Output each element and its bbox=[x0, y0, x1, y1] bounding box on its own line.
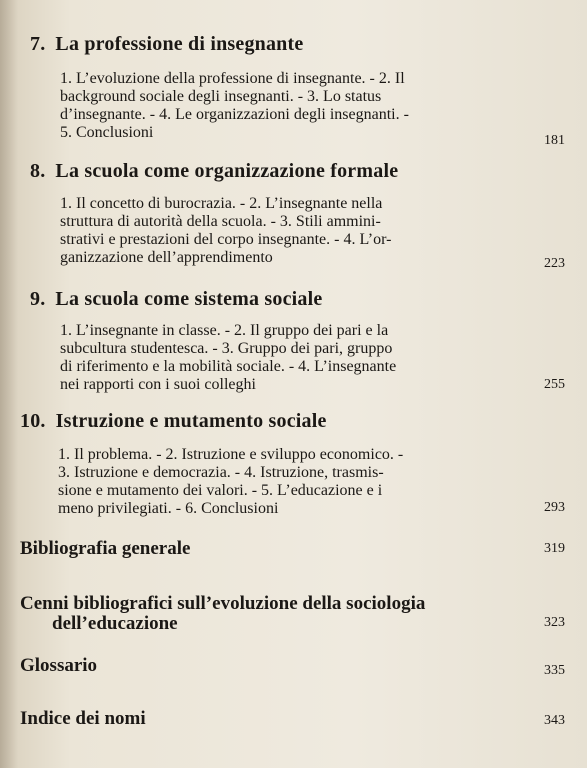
contents-line: 1. Il concetto di burocrazia. - 2. L’insegnante nella bbox=[60, 195, 383, 212]
chapter-heading: Istruzione e mutamento sociale bbox=[55, 410, 327, 432]
section-title-continued: dell’educazione bbox=[52, 613, 178, 634]
contents-line: sione e mutamento dei valori. - 5. L’educazione e i bbox=[58, 482, 383, 499]
contents-line: strativi e prestazioni del corpo insegnante. - 4. L’or- bbox=[60, 231, 392, 248]
section-title: Glossario bbox=[20, 655, 98, 676]
page-number: 293 bbox=[544, 500, 565, 515]
contents-line: ganizzazione dell’apprendimento bbox=[60, 249, 273, 266]
contents-line: subcultura studentesca. - 3. Gruppo dei pari, gruppo bbox=[60, 340, 393, 357]
chapter-heading: La scuola come sistema sociale bbox=[55, 288, 323, 310]
page-number: 255 bbox=[544, 377, 565, 392]
chapter-heading: La professione di insegnante bbox=[55, 33, 304, 55]
chapter-heading: La scuola come organizzazione formale bbox=[55, 160, 399, 182]
chapter-title bbox=[30, 288, 322, 311]
chapter-contents bbox=[60, 70, 409, 142]
contents-line: nei rapporti con i suoi colleghi bbox=[60, 376, 256, 393]
chapter-title bbox=[20, 410, 327, 433]
contents-line: meno privilegiati. - 6. Conclusioni bbox=[58, 500, 279, 517]
contents-line: 1. L’evoluzione della professione di insegnante. - 2. Il bbox=[60, 70, 405, 87]
page-number: 181 bbox=[544, 133, 565, 148]
chapter-title bbox=[30, 33, 303, 56]
contents-line: 3. Istruzione e democrazia. - 4. Istruzione, trasmis- bbox=[58, 464, 384, 481]
contents-line: 1. L’insegnante in classe. - 2. Il gruppo dei pari e la bbox=[60, 322, 389, 339]
chapter-title bbox=[30, 160, 398, 183]
chapter-contents bbox=[60, 322, 396, 394]
page-number: 223 bbox=[544, 256, 565, 271]
contents-line: di riferimento e la mobilità sociale. - 4. L’insegnante bbox=[60, 358, 397, 375]
page-number: 319 bbox=[544, 541, 565, 556]
section-title: Cenni bibliografici sull’evoluzione della sociologia bbox=[20, 593, 426, 614]
page-number: 323 bbox=[544, 615, 565, 630]
chapter-number: 7. bbox=[30, 33, 46, 55]
chapter-contents bbox=[58, 446, 403, 518]
chapter-number: 8. bbox=[30, 160, 46, 182]
chapter-number: 9. bbox=[30, 288, 46, 310]
page-edge-shadow bbox=[0, 0, 18, 768]
page-number: 335 bbox=[544, 663, 565, 678]
chapter-number: 10. bbox=[20, 410, 46, 432]
contents-line: 1. Il problema. - 2. Istruzione e sviluppo economico. - bbox=[58, 446, 404, 463]
contents-line: background sociale degli insegnanti. - 3. Lo status bbox=[60, 88, 382, 105]
section-title: Bibliografia generale bbox=[20, 538, 191, 559]
contents-line: d’insegnante. - 4. Le organizzazioni degli insegnanti. - bbox=[60, 106, 409, 123]
page-number: 343 bbox=[544, 713, 565, 728]
section-title: Indice dei nomi bbox=[20, 708, 146, 729]
contents-line: struttura di autorità della scuola. - 3. Stili ammini- bbox=[60, 213, 381, 230]
chapter-contents bbox=[60, 195, 391, 267]
contents-line: 5. Conclusioni bbox=[60, 124, 154, 141]
